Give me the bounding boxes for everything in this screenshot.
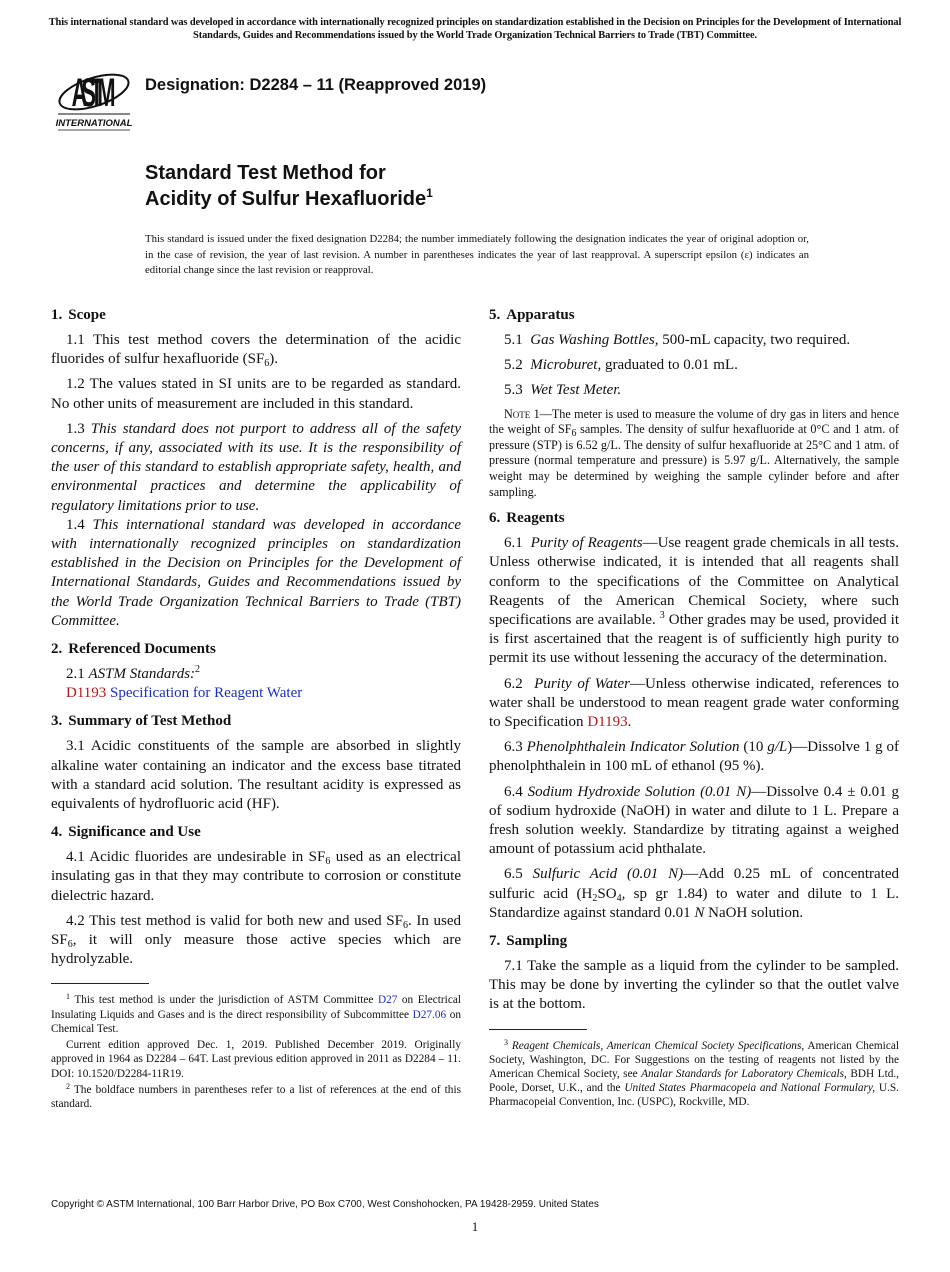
- international-standard-notice: This international standard was developed in accordance with internationally recognized principles on standardization established in the Decision on Principles for the Development of International Standards, Guides and Recommendations issued by the World Trade Organization Technical Barriers to Trade (TBT) Committee.: [48, 17, 902, 41]
- paragraph-6-4: 6.4 Sodium Hydroxide Solution (0.01 N)—Dissolve 0.4 ± 0.01 g of sodium hydroxide (NaOH) in water and dilute to 1 L. Prepare a fresh solution weekly. Standardize by titrating against a weighed amount of potassium acid phthalate.: [489, 783, 899, 858]
- footnote-2: $^2$ The boldface numbers in parentheses refer to a list of references at the end of this standard.: [51, 1081, 461, 1110]
- subcommittee-link-d27-06[interactable]: D27.06: [412, 1008, 447, 1021]
- paragraph-6-3: 6.3 Phenolphthalein Indicator Solution (10 g/L)—Dissolve 1 g of phenolphthalein in 100 mL of ethanol (95 %).: [489, 739, 899, 775]
- edition-note: Current edition approved Dec. 1, 2019. Published December 2019. Originally approved in 1964 as D2284 – 64T. Last previous edition approved in 2011 as D2284 – 11. DOI: 10.1520/D2284-11R19.: [51, 1039, 461, 1080]
- paragraph-3-1: 3.1 Acidic constituents of the sample are absorbed in slightly alkaline water containing an indicator and the excess base titrated with a standard acid solution. The resultant acidity is expressed as equivalents of hydrofluoric acid (HF).: [51, 738, 461, 813]
- footnote-divider: [51, 983, 149, 984]
- document-title: [145, 160, 433, 212]
- footnote-divider: [489, 1029, 587, 1030]
- section-heading: 1. Scope: [51, 307, 106, 323]
- paragraph-6-1: 6.1 Purity of Reagents—Use reagent grade chemicals in all tests. Unless otherwise indicated, it is intended that all reagents shall conform to the specifications of the Committee on Analytical Reagents of the American Chemical Society, where such specifications are available. $^3$ Other grades may be used, provided it is first ascertained that the reagent is of sufficiently high purity to permit its use without lessening the accuracy of the determination.: [489, 535, 900, 667]
- section-heading: 6. Reagents: [489, 510, 565, 527]
- paragraph-2-1: 2.1 ASTM Standards:$^2$: [66, 664, 201, 683]
- committee-link-d27[interactable]: D27: [377, 994, 398, 1007]
- section-reagents: [489, 509, 899, 923]
- section-heading: 4. Significance and Use: [51, 824, 201, 841]
- left-column: [51, 306, 461, 1113]
- paragraph-6-5: 6.5 Sulfuric Acid (0.01 N)—Add 0.25 mL of concentrated sulfuric acid ($H_2SO_4$, sp gr 1.84) to water and dilute to 1 L. Standardize against standard 0.01 N NaOH solution.: [489, 866, 899, 921]
- paragraph-4-2: 4.2 This test method is valid for both new and used $SF_6$. In used $SF_6$, it will only measure those active species which are hydrolyzable.: [51, 912, 462, 968]
- section-heading: 5. Apparatus: [489, 307, 575, 323]
- copyright-footer: Copyright © ASTM International, 100 Barr Harbor Drive, PO Box C700, West Conshohocken, PA 19428-2959. United States: [51, 1199, 599, 1210]
- section-heading: 3. Summary of Test Method: [51, 713, 232, 730]
- section-heading: 2. Referenced Documents: [51, 641, 216, 658]
- astm-logo-icon: [54, 54, 134, 134]
- apparatus-item: 5.3 Wet Test Meter.: [504, 382, 622, 399]
- section-apparatus: [489, 306, 899, 500]
- svg-text:ASTM: ASTM: [71, 70, 116, 115]
- note-1: Note 1—The meter is used to measure the volume of dry gas in liters and hence the weight of $SF_6$ samples. The density of sulfur hexafluoride at 0°C and 1 atm. of pressure (STP) is 6.52 g/L. The density of sulfur hexafluoride at 25°C and 1 atm. of pressure (normal temperature and pressure) is 5.97 g/L. Alternatively, the sample weight may be determined by weighing the sample cylinder before and after sampling.: [489, 406, 899, 499]
- paragraph-1-3: 1.3 This standard does not purport to address all of the safety concerns, if any, associated with its use. It is the responsibility of the user of this standard to establish appropriate safety, health, and environmental practices and determine the applicability of regulatory limitations prior to use.: [51, 420, 461, 514]
- reference-d1193: [51, 684, 461, 703]
- standard-title-link[interactable]: Specification for Reagent Water: [110, 685, 303, 702]
- page-number: 1: [471, 1219, 479, 1234]
- footnote-mark: 1: [426, 186, 433, 200]
- paragraph-1-2: 1.2 The values stated in SI units are to be regarded as standard. No other units of measurement are included in this standard.: [51, 376, 461, 412]
- footnote-1: $^1$ This test method is under the jurisdiction of ASTM Committee D27 on Electrical Insulating Liquids and Gases and is the direct responsibility of Subcommittee D27.06 on Chemical Test.: [51, 992, 461, 1035]
- footnote-3: $^3$ Reagent Chemicals, American Chemical Society Specifications, American Chemical Society, Washington, DC. For Suggestions on the testing of reagents not listed by the American Chemical Society, see Analar Standards for Laboratory Chemicals, BDH Ltd., Poole, Dorset, U.K., and the United States Pharmacopeia and National Formulary, U.S. Pharmacopeial Convention, Inc. (USPC), Rockville, MD.: [489, 1037, 900, 1109]
- designation: Designation: D2284 – 11 (Reapproved 2019): [145, 76, 487, 94]
- section-summary: [51, 712, 461, 814]
- section-scope: [51, 306, 461, 631]
- right-column: [489, 306, 899, 1112]
- paragraph-6-2: 6.2 Purity of Water—Unless otherwise indicated, references to water shall be understood to mean reagent grade water conforming to Specification D1193.: [489, 675, 900, 730]
- section-referenced-documents: [51, 640, 461, 703]
- paragraph-7-1: 7.1 Take the sample as a liquid from the cylinder to be sampled. This may be done by inverting the cylinder so that the outlet valve is at the bottom.: [489, 958, 899, 1013]
- title-line-1: Standard Test Method for: [145, 162, 386, 184]
- standard-link-d1193[interactable]: D1193: [66, 685, 107, 702]
- apparatus-item: 5.2 Microburet, graduated to 0.01 mL.: [504, 357, 738, 374]
- standard-link-d1193[interactable]: D1193: [587, 714, 628, 730]
- section-heading: 7. Sampling: [489, 933, 568, 950]
- paragraph-1-1: 1.1 This test method covers the determination of the acidic fluorides of sulfur hexafluoride $(SF_6)$.: [51, 332, 461, 370]
- section-sampling: [489, 932, 899, 1015]
- title-line-2: Acidity of Sulfur Hexafluoride$^1$: [145, 186, 433, 210]
- svg-text:INTERNATIONAL: INTERNATIONAL: [55, 118, 133, 129]
- paragraph-1-4: 1.4 This international standard was developed in accordance with internationally recognized principles on standardization established in the Decision on Principles for the Development of International Standards, Guides and Recommendations issued by the World Trade Organization Technical Barriers to Trade (TBT) Committee.: [51, 516, 462, 629]
- issuance-note: This standard is issued under the fixed designation D2284; the number immediately following the designation indicates the year of original adoption or, in the case of revision, the year of last revision. A number in parentheses indicates the year of last reapproval. A superscript epsilon (ε) indicates an editorial change since the last revision or reapproval.: [145, 233, 809, 277]
- section-significance: [51, 823, 461, 969]
- paragraph-4-1: 4.1 Acidic fluorides are undesirable in $SF_6$ used as an electrical insulating gas in that they may contribute to corrosion or constitute dielectric hazard.: [51, 849, 462, 904]
- apparatus-item: 5.1 Gas Washing Bottles, 500-mL capacity, two required.: [504, 332, 851, 348]
